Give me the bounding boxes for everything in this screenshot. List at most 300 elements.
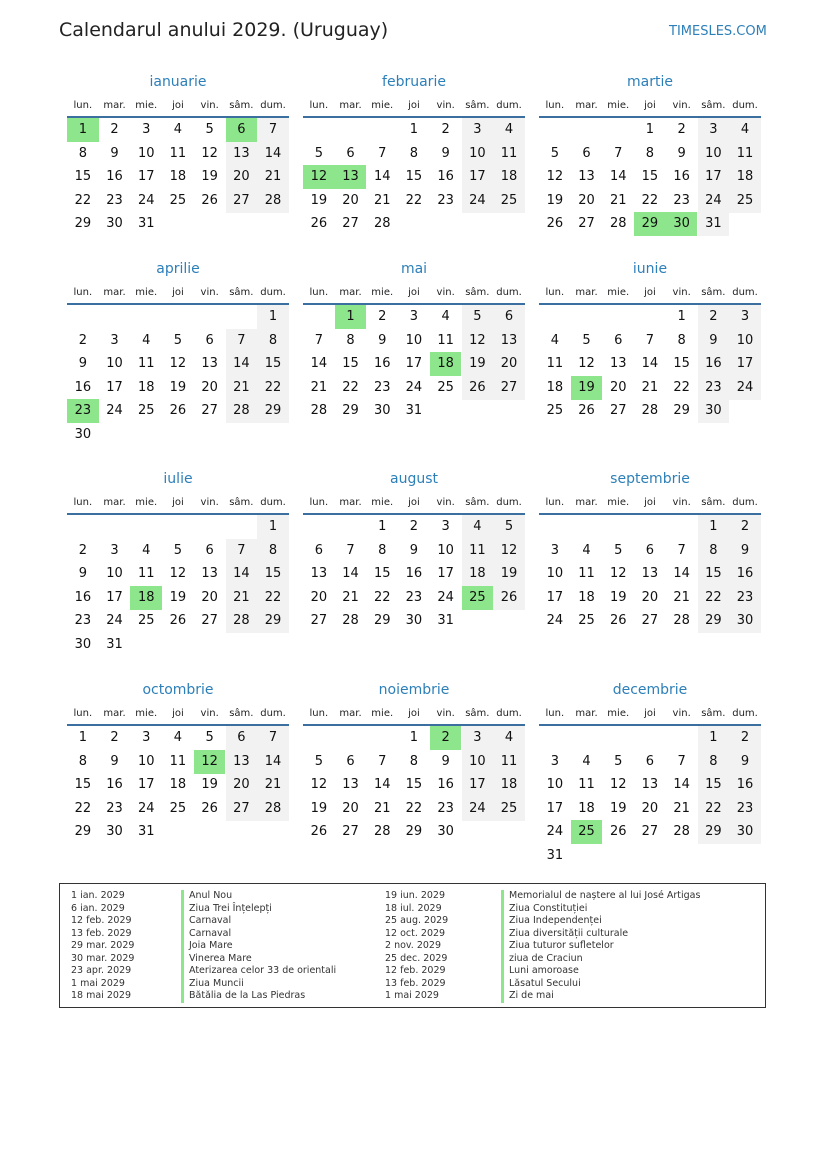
day-cell[interactable]: 23 <box>437 192 454 208</box>
day-cell[interactable]: 10 <box>729 329 761 353</box>
day-cell[interactable]: 28 <box>641 403 659 419</box>
day-cell[interactable]: 18 <box>169 169 187 185</box>
day-cell[interactable]: 11 <box>137 566 155 582</box>
day-cell[interactable]: 18 <box>493 165 525 189</box>
day-cell[interactable]: 8 <box>78 145 87 161</box>
day-cell[interactable]: 30 <box>74 637 92 652</box>
day-cell[interactable]: 9 <box>441 145 450 161</box>
day-cell[interactable]: 21 <box>373 192 391 208</box>
day-cell[interactable]: 27 <box>493 376 525 400</box>
day-cell[interactable]: 6 <box>645 753 655 769</box>
day-cell[interactable]: 12 <box>546 169 564 185</box>
day-cell[interactable]: 9 <box>729 539 761 563</box>
day-cell[interactable]: 15 <box>405 169 423 185</box>
day-cell[interactable]: 17 <box>137 777 155 793</box>
day-cell[interactable]: 23 <box>405 589 423 605</box>
day-cell[interactable]: 17 <box>462 165 494 189</box>
day-cell[interactable]: 7 <box>677 542 686 558</box>
day-cell[interactable]: 8 <box>698 539 730 563</box>
day-cell[interactable]: 24 <box>405 379 423 395</box>
day-cell[interactable]: 3 <box>441 519 450 534</box>
day-cell[interactable]: 10 <box>137 753 155 769</box>
day-cell[interactable]: 28 <box>342 613 359 629</box>
day-cell[interactable]: 27 <box>342 824 359 840</box>
day-cell[interactable]: 9 <box>110 145 119 161</box>
day-cell[interactable]: 17 <box>437 566 454 582</box>
day-cell[interactable]: 5 <box>205 122 214 137</box>
day-cell[interactable]: 19 <box>169 589 187 605</box>
day-cell[interactable]: 14 <box>641 356 659 372</box>
day-cell[interactable]: 12 <box>609 777 627 793</box>
day-cell[interactable]: 16 <box>106 777 123 793</box>
day-cell[interactable]: 2 <box>78 542 87 558</box>
day-cell[interactable]: 18 <box>578 589 595 605</box>
day-cell[interactable]: 1 <box>409 122 419 137</box>
holiday-day-cell[interactable]: 23 <box>67 399 99 423</box>
day-cell[interactable]: 13 <box>201 566 218 582</box>
holiday-day-cell[interactable]: 18 <box>130 586 162 610</box>
day-cell[interactable]: 26 <box>609 613 627 629</box>
day-cell[interactable]: 6 <box>314 542 323 558</box>
day-cell[interactable]: 20 <box>226 165 258 189</box>
day-cell[interactable]: 1 <box>257 515 289 539</box>
day-cell[interactable]: 23 <box>74 613 92 629</box>
day-cell[interactable]: 17 <box>106 589 123 605</box>
day-cell[interactable]: 4 <box>582 753 591 769</box>
day-cell[interactable]: 21 <box>226 586 258 610</box>
day-cell[interactable]: 6 <box>645 542 655 558</box>
day-cell[interactable]: 15 <box>342 356 359 372</box>
day-cell[interactable]: 6 <box>205 542 214 558</box>
day-cell[interactable]: 6 <box>226 726 258 750</box>
day-cell[interactable]: 23 <box>729 797 761 821</box>
day-cell[interactable]: 2 <box>378 309 387 324</box>
day-cell[interactable]: 16 <box>74 379 92 395</box>
day-cell[interactable]: 5 <box>550 145 559 161</box>
day-cell[interactable]: 24 <box>106 613 123 629</box>
day-cell[interactable]: 14 <box>226 352 258 376</box>
day-cell[interactable]: 14 <box>609 169 627 185</box>
day-cell[interactable]: 24 <box>462 189 494 213</box>
day-cell[interactable]: 14 <box>373 777 391 793</box>
day-cell[interactable]: 5 <box>493 515 525 539</box>
day-cell[interactable]: 31 <box>546 848 564 863</box>
day-cell[interactable]: 22 <box>405 800 423 816</box>
day-cell[interactable]: 15 <box>405 777 423 793</box>
day-cell[interactable]: 20 <box>342 192 359 208</box>
day-cell[interactable]: 2 <box>110 730 119 745</box>
day-cell[interactable]: 23 <box>437 800 454 816</box>
day-cell[interactable]: 22 <box>257 586 289 610</box>
day-cell[interactable]: 15 <box>257 352 289 376</box>
holiday-day-cell[interactable]: 19 <box>571 376 603 400</box>
day-cell[interactable]: 23 <box>698 376 730 400</box>
day-cell[interactable]: 7 <box>645 332 655 348</box>
day-cell[interactable]: 9 <box>110 753 119 769</box>
day-cell[interactable]: 4 <box>441 309 450 324</box>
day-cell[interactable]: 9 <box>409 542 419 558</box>
day-cell[interactable]: 31 <box>405 403 423 419</box>
day-cell[interactable]: 11 <box>729 142 761 166</box>
day-cell[interactable]: 11 <box>169 145 187 161</box>
day-cell[interactable]: 13 <box>342 777 359 793</box>
day-cell[interactable]: 5 <box>314 753 323 769</box>
day-cell[interactable]: 18 <box>137 379 155 395</box>
day-cell[interactable]: 14 <box>673 777 690 793</box>
day-cell[interactable]: 10 <box>462 750 494 774</box>
day-cell[interactable]: 25 <box>437 379 454 395</box>
day-cell[interactable]: 12 <box>462 329 494 353</box>
day-cell[interactable]: 17 <box>106 379 123 395</box>
day-cell[interactable]: 16 <box>729 562 761 586</box>
day-cell[interactable]: 11 <box>462 539 494 563</box>
day-cell[interactable]: 20 <box>310 589 328 605</box>
day-cell[interactable]: 30 <box>106 824 123 840</box>
day-cell[interactable]: 30 <box>106 216 123 232</box>
day-cell[interactable]: 22 <box>673 379 690 395</box>
day-cell[interactable]: 3 <box>462 118 494 142</box>
day-cell[interactable]: 26 <box>609 824 627 840</box>
day-cell[interactable]: 15 <box>673 356 690 372</box>
day-cell[interactable]: 19 <box>310 192 328 208</box>
day-cell[interactable]: 13 <box>609 356 627 372</box>
day-cell[interactable]: 22 <box>74 800 92 816</box>
day-cell[interactable]: 11 <box>437 332 454 348</box>
day-cell[interactable]: 30 <box>405 613 423 629</box>
day-cell[interactable]: 10 <box>462 142 494 166</box>
day-cell[interactable]: 22 <box>257 376 289 400</box>
day-cell[interactable]: 8 <box>78 753 87 769</box>
day-cell[interactable]: 5 <box>462 305 494 329</box>
day-cell[interactable]: 27 <box>226 189 258 213</box>
day-cell[interactable]: 16 <box>74 589 92 605</box>
day-cell[interactable]: 24 <box>698 189 730 213</box>
day-cell[interactable]: 30 <box>698 399 730 423</box>
day-cell[interactable]: 3 <box>729 305 761 329</box>
day-cell[interactable]: 13 <box>578 169 595 185</box>
day-cell[interactable]: 9 <box>378 332 387 348</box>
day-cell[interactable]: 3 <box>142 122 151 137</box>
day-cell[interactable]: 21 <box>257 165 289 189</box>
day-cell[interactable]: 12 <box>310 777 328 793</box>
day-cell[interactable]: 19 <box>201 777 218 793</box>
day-cell[interactable]: 22 <box>698 797 730 821</box>
day-cell[interactable]: 13 <box>641 566 659 582</box>
day-cell[interactable]: 22 <box>342 379 359 395</box>
day-cell[interactable]: 30 <box>74 427 92 442</box>
day-cell[interactable]: 27 <box>578 216 595 232</box>
day-cell[interactable]: 26 <box>201 800 218 816</box>
day-cell[interactable]: 3 <box>550 753 559 769</box>
day-cell[interactable]: 11 <box>546 356 564 372</box>
day-cell[interactable]: 11 <box>578 566 595 582</box>
day-cell[interactable]: 17 <box>698 165 730 189</box>
day-cell[interactable]: 7 <box>226 329 258 353</box>
day-cell[interactable]: 4 <box>493 118 525 142</box>
day-cell[interactable]: 4 <box>173 730 183 745</box>
holiday-day-cell[interactable]: 12 <box>303 165 335 189</box>
day-cell[interactable]: 8 <box>409 145 419 161</box>
holiday-day-cell[interactable]: 29 <box>634 212 666 236</box>
day-cell[interactable]: 2 <box>698 305 730 329</box>
day-cell[interactable]: 18 <box>729 165 761 189</box>
day-cell[interactable]: 22 <box>373 589 391 605</box>
day-cell[interactable]: 31 <box>137 216 155 232</box>
day-cell[interactable]: 29 <box>257 609 289 633</box>
day-cell[interactable]: 16 <box>673 169 690 185</box>
day-cell[interactable]: 20 <box>201 379 218 395</box>
day-cell[interactable]: 19 <box>609 589 627 605</box>
day-cell[interactable]: 13 <box>493 329 525 353</box>
holiday-day-cell[interactable]: 1 <box>335 305 367 329</box>
day-cell[interactable]: 26 <box>462 376 494 400</box>
day-cell[interactable]: 7 <box>346 542 355 558</box>
day-cell[interactable]: 3 <box>462 726 494 750</box>
day-cell[interactable]: 8 <box>645 145 655 161</box>
day-cell[interactable]: 28 <box>226 609 258 633</box>
day-cell[interactable]: 22 <box>74 192 92 208</box>
holiday-day-cell[interactable]: 30 <box>666 212 698 236</box>
day-cell[interactable]: 5 <box>614 542 623 558</box>
day-cell[interactable]: 21 <box>342 589 359 605</box>
day-cell[interactable]: 15 <box>74 169 92 185</box>
day-cell[interactable]: 28 <box>257 189 289 213</box>
day-cell[interactable]: 7 <box>314 332 323 348</box>
day-cell[interactable]: 31 <box>106 637 123 652</box>
day-cell[interactable]: 23 <box>673 192 690 208</box>
day-cell[interactable]: 29 <box>405 824 423 840</box>
day-cell[interactable]: 16 <box>106 169 123 185</box>
day-cell[interactable]: 21 <box>673 589 690 605</box>
day-cell[interactable]: 14 <box>373 169 391 185</box>
day-cell[interactable]: 4 <box>729 118 761 142</box>
day-cell[interactable]: 16 <box>405 566 423 582</box>
day-cell[interactable]: 15 <box>74 777 92 793</box>
day-cell[interactable]: 17 <box>137 169 155 185</box>
day-cell[interactable]: 29 <box>373 613 391 629</box>
day-cell[interactable]: 26 <box>169 403 187 419</box>
day-cell[interactable]: 22 <box>698 586 730 610</box>
day-cell[interactable]: 10 <box>546 777 564 793</box>
day-cell[interactable]: 30 <box>437 824 454 840</box>
day-cell[interactable]: 22 <box>641 192 659 208</box>
day-cell[interactable]: 27 <box>641 824 659 840</box>
day-cell[interactable]: 29 <box>698 609 730 633</box>
day-cell[interactable]: 31 <box>698 212 730 236</box>
day-cell[interactable]: 2 <box>78 332 87 348</box>
day-cell[interactable]: 1 <box>257 305 289 329</box>
day-cell[interactable]: 11 <box>169 753 187 769</box>
day-cell[interactable]: 26 <box>201 192 218 208</box>
day-cell[interactable]: 15 <box>373 566 391 582</box>
day-cell[interactable]: 24 <box>546 824 564 840</box>
day-cell[interactable]: 20 <box>641 800 659 816</box>
day-cell[interactable]: 29 <box>74 824 92 840</box>
day-cell[interactable]: 12 <box>578 356 595 372</box>
day-cell[interactable]: 19 <box>493 562 525 586</box>
day-cell[interactable]: 7 <box>677 753 686 769</box>
day-cell[interactable]: 4 <box>142 542 151 558</box>
brand-link[interactable]: TIMESLES.COM <box>669 24 767 39</box>
day-cell[interactable]: 13 <box>226 142 258 166</box>
day-cell[interactable]: 31 <box>437 613 454 629</box>
holiday-day-cell[interactable]: 2 <box>430 726 462 750</box>
day-cell[interactable]: 1 <box>698 515 730 539</box>
day-cell[interactable]: 24 <box>729 376 761 400</box>
day-cell[interactable]: 15 <box>641 169 659 185</box>
day-cell[interactable]: 20 <box>201 589 218 605</box>
day-cell[interactable]: 16 <box>437 777 454 793</box>
day-cell[interactable]: 6 <box>346 753 355 769</box>
day-cell[interactable]: 25 <box>493 797 525 821</box>
day-cell[interactable]: 25 <box>137 613 155 629</box>
day-cell[interactable]: 5 <box>614 753 623 769</box>
day-cell[interactable]: 2 <box>729 515 761 539</box>
day-cell[interactable]: 19 <box>609 800 627 816</box>
day-cell[interactable]: 21 <box>257 773 289 797</box>
day-cell[interactable]: 2 <box>110 122 119 137</box>
day-cell[interactable]: 9 <box>677 145 686 161</box>
day-cell[interactable]: 1 <box>645 122 655 137</box>
day-cell[interactable]: 10 <box>698 142 730 166</box>
day-cell[interactable]: 7 <box>378 145 387 161</box>
day-cell[interactable]: 8 <box>257 539 289 563</box>
day-cell[interactable]: 4 <box>173 122 183 137</box>
day-cell[interactable]: 27 <box>641 613 659 629</box>
day-cell[interactable]: 7 <box>257 118 289 142</box>
day-cell[interactable]: 26 <box>546 216 564 232</box>
day-cell[interactable]: 29 <box>342 403 359 419</box>
holiday-day-cell[interactable]: 25 <box>571 820 603 844</box>
day-cell[interactable]: 15 <box>257 562 289 586</box>
day-cell[interactable]: 19 <box>546 192 564 208</box>
day-cell[interactable]: 25 <box>493 189 525 213</box>
day-cell[interactable]: 4 <box>550 332 559 348</box>
day-cell[interactable]: 14 <box>257 142 289 166</box>
day-cell[interactable]: 3 <box>142 730 151 745</box>
day-cell[interactable]: 14 <box>342 566 359 582</box>
day-cell[interactable]: 30 <box>729 609 761 633</box>
day-cell[interactable]: 7 <box>257 726 289 750</box>
day-cell[interactable]: 5 <box>173 332 183 348</box>
holiday-day-cell[interactable]: 25 <box>462 586 494 610</box>
day-cell[interactable]: 20 <box>493 352 525 376</box>
day-cell[interactable]: 7 <box>614 145 623 161</box>
day-cell[interactable]: 8 <box>378 542 387 558</box>
day-cell[interactable]: 26 <box>169 613 187 629</box>
day-cell[interactable]: 30 <box>729 820 761 844</box>
day-cell[interactable]: 2 <box>677 122 686 137</box>
day-cell[interactable]: 8 <box>346 332 355 348</box>
day-cell[interactable]: 4 <box>142 332 151 348</box>
day-cell[interactable]: 30 <box>373 403 391 419</box>
day-cell[interactable]: 10 <box>106 566 123 582</box>
day-cell[interactable]: 26 <box>578 403 595 419</box>
day-cell[interactable]: 14 <box>310 356 328 372</box>
day-cell[interactable]: 27 <box>609 403 627 419</box>
day-cell[interactable]: 28 <box>257 797 289 821</box>
day-cell[interactable]: 20 <box>609 379 627 395</box>
day-cell[interactable]: 23 <box>106 192 123 208</box>
day-cell[interactable]: 18 <box>493 773 525 797</box>
day-cell[interactable]: 4 <box>493 726 525 750</box>
day-cell[interactable]: 13 <box>226 750 258 774</box>
day-cell[interactable]: 25 <box>169 192 187 208</box>
day-cell[interactable]: 13 <box>201 356 218 372</box>
day-cell[interactable]: 26 <box>310 216 328 232</box>
day-cell[interactable]: 15 <box>698 562 730 586</box>
day-cell[interactable]: 15 <box>698 773 730 797</box>
day-cell[interactable]: 26 <box>310 824 328 840</box>
day-cell[interactable]: 29 <box>698 820 730 844</box>
day-cell[interactable]: 4 <box>582 542 591 558</box>
day-cell[interactable]: 25 <box>578 613 595 629</box>
day-cell[interactable]: 17 <box>546 589 564 605</box>
holiday-day-cell[interactable]: 1 <box>67 118 99 142</box>
day-cell[interactable]: 17 <box>405 356 423 372</box>
day-cell[interactable]: 5 <box>582 332 591 348</box>
day-cell[interactable]: 24 <box>137 800 155 816</box>
day-cell[interactable]: 2 <box>409 519 419 534</box>
day-cell[interactable]: 27 <box>342 216 359 232</box>
day-cell[interactable]: 17 <box>729 352 761 376</box>
day-cell[interactable]: 28 <box>673 613 690 629</box>
day-cell[interactable]: 3 <box>409 309 419 324</box>
day-cell[interactable]: 21 <box>673 800 690 816</box>
day-cell[interactable]: 27 <box>226 797 258 821</box>
day-cell[interactable]: 6 <box>582 145 591 161</box>
day-cell[interactable]: 24 <box>462 797 494 821</box>
day-cell[interactable]: 13 <box>310 566 328 582</box>
day-cell[interactable]: 18 <box>578 800 595 816</box>
day-cell[interactable]: 11 <box>578 777 595 793</box>
day-cell[interactable]: 11 <box>493 142 525 166</box>
day-cell[interactable]: 8 <box>409 753 419 769</box>
day-cell[interactable]: 5 <box>173 542 183 558</box>
day-cell[interactable]: 12 <box>169 566 187 582</box>
day-cell[interactable]: 29 <box>74 216 92 232</box>
day-cell[interactable]: 25 <box>729 189 761 213</box>
day-cell[interactable]: 6 <box>205 332 214 348</box>
holiday-day-cell[interactable]: 18 <box>430 352 462 376</box>
day-cell[interactable]: 24 <box>106 403 123 419</box>
day-cell[interactable]: 10 <box>137 145 155 161</box>
day-cell[interactable]: 19 <box>310 800 328 816</box>
day-cell[interactable]: 1 <box>78 730 87 745</box>
day-cell[interactable]: 6 <box>346 145 355 161</box>
day-cell[interactable]: 25 <box>137 403 155 419</box>
day-cell[interactable]: 19 <box>462 352 494 376</box>
day-cell[interactable]: 19 <box>169 379 187 395</box>
day-cell[interactable]: 20 <box>641 589 659 605</box>
day-cell[interactable]: 26 <box>493 586 525 610</box>
holiday-day-cell[interactable]: 6 <box>226 118 258 142</box>
day-cell[interactable]: 25 <box>546 403 564 419</box>
day-cell[interactable]: 3 <box>698 118 730 142</box>
day-cell[interactable]: 10 <box>546 566 564 582</box>
day-cell[interactable]: 29 <box>673 403 690 419</box>
day-cell[interactable]: 13 <box>641 777 659 793</box>
day-cell[interactable]: 21 <box>373 800 391 816</box>
day-cell[interactable]: 9 <box>441 753 450 769</box>
day-cell[interactable]: 12 <box>201 145 218 161</box>
day-cell[interactable]: 9 <box>729 750 761 774</box>
day-cell[interactable]: 12 <box>169 356 187 372</box>
day-cell[interactable]: 20 <box>578 192 595 208</box>
day-cell[interactable]: 6 <box>493 305 525 329</box>
day-cell[interactable]: 10 <box>405 332 423 348</box>
day-cell[interactable]: 24 <box>546 613 564 629</box>
